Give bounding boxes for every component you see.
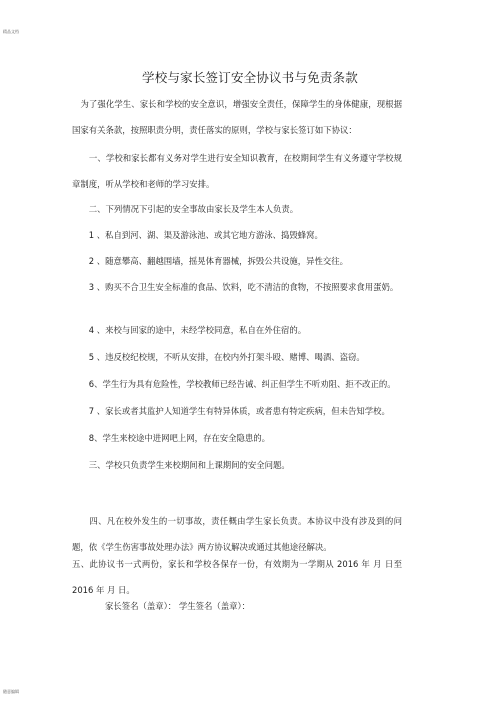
paragraph-item-1: 1 、私自到河、湖、渠及游泳池、或其它地方游泳、捣毁蜂窝。	[72, 230, 323, 240]
paragraph-item-5: 5 、违反校纪校规，不听从安排，在校内外打架斗殴、赌博、喝酒、盗窃。	[72, 352, 365, 362]
paragraph-clause-4: 四、凡在校外发生的一切事故，责任概由学生家长负责。本协议中没有涉及到的问题，依《学生伤害事故处理办法》两方协议解决或通过其他途径解决。	[72, 516, 402, 552]
paragraph-clause-5: 五、此协议书一式两份，家长和学校各保存一份，有效期为一学期从 2016 年 月 日至 2016 年 月 日。	[72, 559, 402, 595]
paragraph-item-2: 2 、随意攀高、翻越围墙，摇晃体育器械，拆毁公共设施，异性交往。	[72, 256, 348, 266]
paragraph-item-6: 6、学生行为具有危险性，学校教师已经告诫、纠正但学生不听劝阻、拒不改正的。	[72, 379, 396, 389]
document-title: 学校与家长签订安全协议书与免责条款	[142, 70, 358, 85]
paragraph-intro: 为了强化学生、家长和学校的安全意识，增强安全责任，保障学生的身体健康，现根据国家有关条款，按照职责分明，责任落实的原则，学校与家长签订如下协议：	[72, 99, 402, 135]
paragraph-item-4: 4 、来校与回家的途中，未经学校同意，私自在外住宿的。	[72, 325, 307, 335]
paragraph-clause-2: 二、下列情况下引起的安全事故由家长及学生本人负责。	[72, 204, 299, 214]
corner-watermark-bottom: 随意编辑	[3, 689, 19, 694]
paragraph-item-8: 8、学生来校途中进网吧上网，存在安全隐患的。	[72, 433, 270, 443]
paragraph-clause-3: 三、学校只负责学生来校期间和上课期间的安全问题。	[72, 460, 290, 470]
paragraph-item-7: 7 、家长或者其监护人知道学生有特异体质，或者患有特定疾病，但未告知学校。	[72, 406, 390, 416]
paragraph-clause-1: 一、学校和家长都有义务对学生进行安全知识教育，在校期间学生有义务遵守学校规章制度，听从学校和老师的学习安排。	[72, 153, 402, 189]
corner-watermark-top: 精品文档	[3, 29, 19, 34]
paragraph-item-3: 3 、购买不合卫生安全标准的食品、饮料，吃不清洁的食物，不按照要求食用蛋奶。	[72, 282, 399, 292]
signature-line: 家长签名（盖章）： 学生签名（盖章）：	[105, 601, 251, 611]
